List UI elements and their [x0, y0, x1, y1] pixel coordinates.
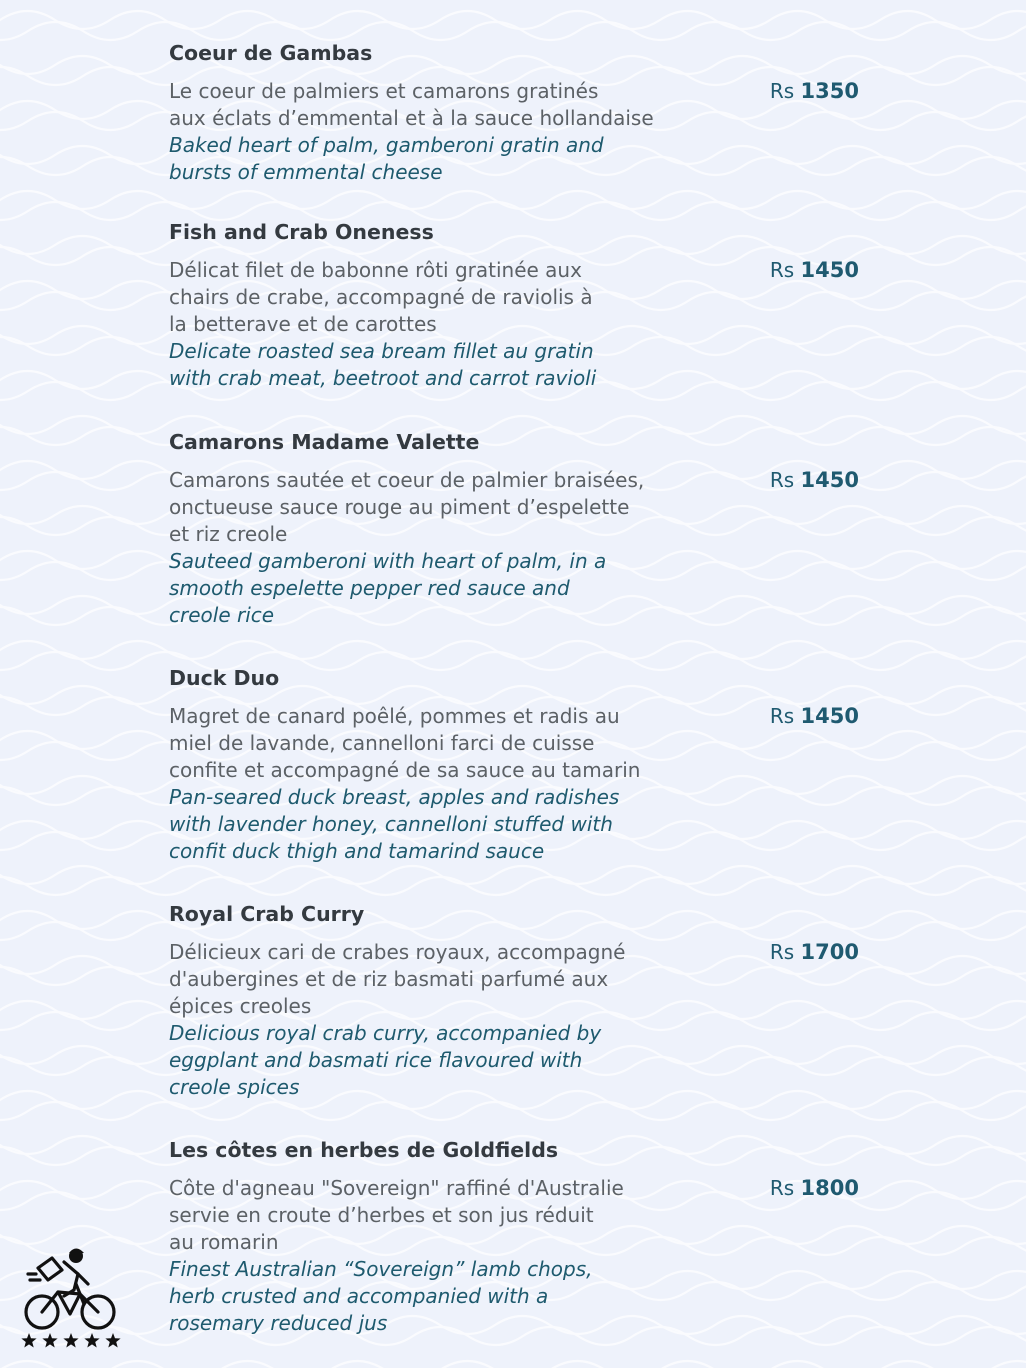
price-currency: Rs: [769, 79, 795, 103]
dish-description-fr: Camarons sautée et coeur de palmier braisées, onctueuse sauce rouge au piment d’espelette et riz creole: [169, 468, 645, 546]
price-amount: 1450: [800, 704, 859, 728]
dish-description-en: Finest Australian “Sovereign” lamb chops, herb crusted and accompanied with a rosemary reduced jus: [169, 1257, 593, 1335]
dish-price: [770, 257, 859, 284]
dish-price: [770, 1175, 859, 1202]
menu-item: [169, 901, 859, 1101]
price-amount: 1450: [800, 468, 859, 492]
price-currency: Rs: [769, 468, 795, 492]
menu-item: [169, 219, 859, 392]
cyclist-delivery-icon: [18, 1244, 124, 1352]
dish-name: Les côtes en herbes de Goldfields: [169, 1138, 559, 1162]
dish-name: Camarons Madame Valette: [169, 430, 480, 454]
dish-price: [770, 467, 859, 494]
price-currency: Rs: [769, 258, 795, 282]
dish-description-fr: Magret de canard poêlé, pommes et radis au miel de lavande, cannelloni farci de cuisse confite et accompagné de sa sauce au tamarin: [169, 704, 641, 782]
price-amount: 1700: [800, 940, 859, 964]
dish-name: Royal Crab Curry: [169, 902, 365, 926]
menu-item: [169, 40, 859, 186]
wave-line: [0, 866, 1026, 884]
price-currency: Rs: [769, 1176, 795, 1200]
dish-description-fr: Délicieux cari de crabes royaux, accompagné d'aubergines et de riz basmati parfumé aux épices creoles: [169, 940, 626, 1018]
dish-price: [770, 78, 859, 105]
wave-line: [0, 1361, 1026, 1368]
menu-item: [169, 665, 859, 865]
rating-star-icon: [21, 1333, 36, 1347]
dish-name: Fish and Crab Oneness: [169, 220, 434, 244]
dish-description-fr: Côte d'agneau "Sovereign" raffiné d'Australie servie en croute d’herbes et son jus réduit au romarin: [169, 1176, 624, 1254]
price-amount: 1450: [800, 258, 859, 282]
rating-star-icon: [84, 1333, 99, 1347]
dish-description-en: Pan-seared duck breast, apples and radishes with lavender honey, cannelloni stuffed with confit duck thigh and tamarind sauce: [169, 785, 620, 863]
dish-description-en: Sauteed gamberoni with heart of palm, in a smooth espelette pepper red sauce and creole rice: [169, 549, 607, 627]
price-currency: Rs: [769, 940, 795, 964]
rating-star-icon: [105, 1333, 120, 1347]
dish-description-en: Delicate roasted sea bream fillet au gratin with crab meat, beetroot and carrot ravioli: [169, 339, 597, 390]
price-amount: 1800: [800, 1176, 859, 1200]
rating-star-icon: [63, 1333, 78, 1347]
menu-item: [169, 1137, 859, 1337]
dish-description-fr: Le coeur de palmiers et camarons gratinés aux éclats d’emmental et à la sauce hollandaise: [169, 79, 654, 130]
price-currency: Rs: [769, 704, 795, 728]
dish-price: [770, 939, 859, 966]
dish-price: [770, 703, 859, 730]
dish-name: Coeur de Gambas: [169, 41, 373, 65]
dish-description-en: Delicious royal crab curry, accompanied by eggplant and basmati rice flavoured with creole spices: [169, 1021, 602, 1099]
dish-description-en: Baked heart of palm, gamberoni gratin and bursts of emmental cheese: [169, 133, 604, 184]
dish-description-fr: Délicat filet de babonne rôti gratinée aux chairs de crabe, accompagné de raviolis à la betterave et de carottes: [169, 258, 593, 336]
menu-item: [169, 429, 859, 629]
rating-star-icon: [42, 1333, 57, 1347]
price-amount: 1350: [800, 79, 859, 103]
dish-name: Duck Duo: [169, 666, 280, 690]
